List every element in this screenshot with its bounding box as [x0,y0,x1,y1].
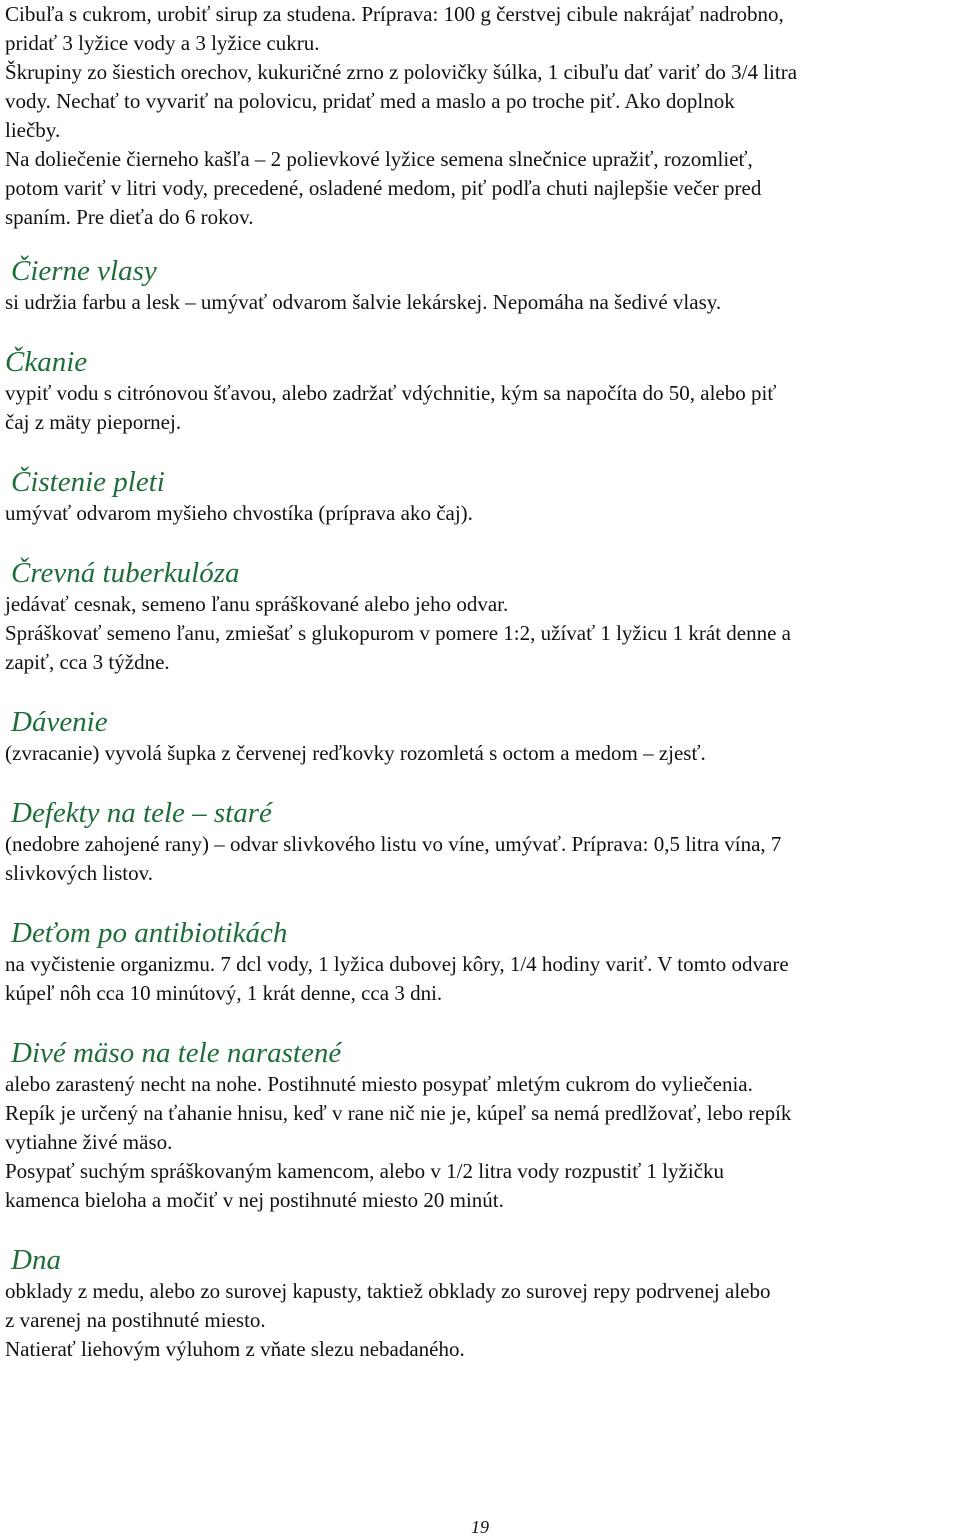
intro-line: pridať 3 lyžice vody a 3 lyžice cukru. [5,31,320,55]
entry-line: vytiahne živé mäso. [5,1130,173,1154]
entry-heading: Deťom po antibiotikách [11,917,288,949]
entry-dna [5,1243,955,1364]
entry-crevna-tuberkuloza [5,556,955,677]
entry-line: vypiť vodu s citrónovou šťavou, alebo zadržať vdýchnitie, kým sa napočíta do 50, alebo piť [5,381,777,405]
entry-line: slivkových listov. [5,861,153,885]
intro-line: Cibuľa s cukrom, urobiť sirup za studena. Príprava: 100 g čerstvej cibule nakrájať nadrobno, [5,2,784,26]
entry-line: (nedobre zahojené rany) – odvar slivkového listu vo víne, umývať. Príprava: 0,5 litra vína, 7 [5,832,782,856]
entry-line: z varenej na postihnuté miesto. [5,1308,266,1332]
intro-line: Škrupiny zo šiestich orechov, kukuričné zrno z polovičky šúlka, 1 cibuľu dať variť do 3/4 litra [5,60,798,84]
entry-davenie [5,705,955,768]
entry-heading: Čkanie [5,346,88,378]
entry-heading: Dávenie [11,706,108,738]
entry-line: jedávať cesnak, semeno ľanu spráškované alebo jeho odvar. [5,592,509,616]
entry-line: Posypať suchým spráškovaným kamencom, alebo v 1/2 litra vody rozpustiť 1 lyžičku [5,1159,724,1183]
entry-heading: Dna [11,1244,61,1276]
entry-line: kamenca bieloha a močiť v nej postihnuté miesto 20 minút. [5,1188,504,1212]
entry-line: čaj z mäty piepornej. [5,410,182,434]
entry-detom-po-antibiotikach [5,916,955,1008]
intro-text [5,0,955,232]
intro-line: Na doliečenie čierneho kašľa – 2 polievkové lyžice semena slnečnice upražiť, rozomlieť, [5,147,753,171]
intro-line: vody. Nechať to vyvariť na polovicu, pridať med a maslo a po troche piť. Ako doplnok [5,89,735,113]
entry-dive-maso [5,1036,955,1215]
entry-line: (zvracanie) vyvolá šupka z červenej reďkovky rozomletá s octom a medom – zjesť. [5,741,706,765]
entry-heading: Divé mäso na tele narastené [11,1037,342,1069]
page-number: 19 [471,1517,489,1537]
entry-cierne-vlasy [5,254,955,317]
entry-line: alebo zarastený necht na nohe. Postihnuté miesto posypať mletým cukrom do vyliečenia. [5,1072,753,1096]
entry-defekty-na-tele [5,796,955,888]
entry-heading: Defekty na tele – staré [11,797,272,829]
entry-line: obklady z medu, alebo zo surovej kapusty, taktiež obklady zo surovej repy podrvenej alebo [5,1279,771,1303]
entry-heading: Črevná tuberkulóza [11,557,240,589]
entry-line: kúpeľ nôh cca 10 minútový, 1 krát denne, cca 3 dni. [5,981,443,1005]
entry-line: na vyčistenie organizmu. 7 dcl vody, 1 lyžica dubovej kôry, 1/4 hodiny variť. V tomto odvare [5,952,789,976]
entry-heading: Čistenie pleti [11,466,165,498]
intro-line: potom variť v litri vody, precedené, osladené medom, piť podľa chuti najlepšie večer pred [5,176,762,200]
entry-line: si udržia farbu a lesk – umývať odvarom šalvie lekárskej. Nepomáha na šedivé vlasy. [5,290,722,314]
entry-line: Repík je určený na ťahanie hnisu, keď v rane nič nie je, kúpeľ sa nemá predlžovať, lebo repík [5,1101,792,1125]
intro-line: spaním. Pre dieťa do 6 rokov. [5,205,254,229]
entry-ckanie [5,345,955,437]
entry-line: umývať odvarom myšieho chvostíka (príprava ako čaj). [5,501,473,525]
entry-cistenie-pleti [5,465,955,528]
entry-line: zapiť, cca 3 týždne. [5,650,170,674]
entry-line: Natierať liehovým výluhom z vňate slezu nebadaného. [5,1337,465,1361]
entry-heading: Čierne vlasy [11,255,157,287]
intro-line: liečby. [5,118,61,142]
document-page [5,0,955,1364]
entry-line: Spráškovať semeno ľanu, zmiešať s glukopurom v pomere 1:2, užívať 1 lyžicu 1 krát denne a [5,621,791,645]
